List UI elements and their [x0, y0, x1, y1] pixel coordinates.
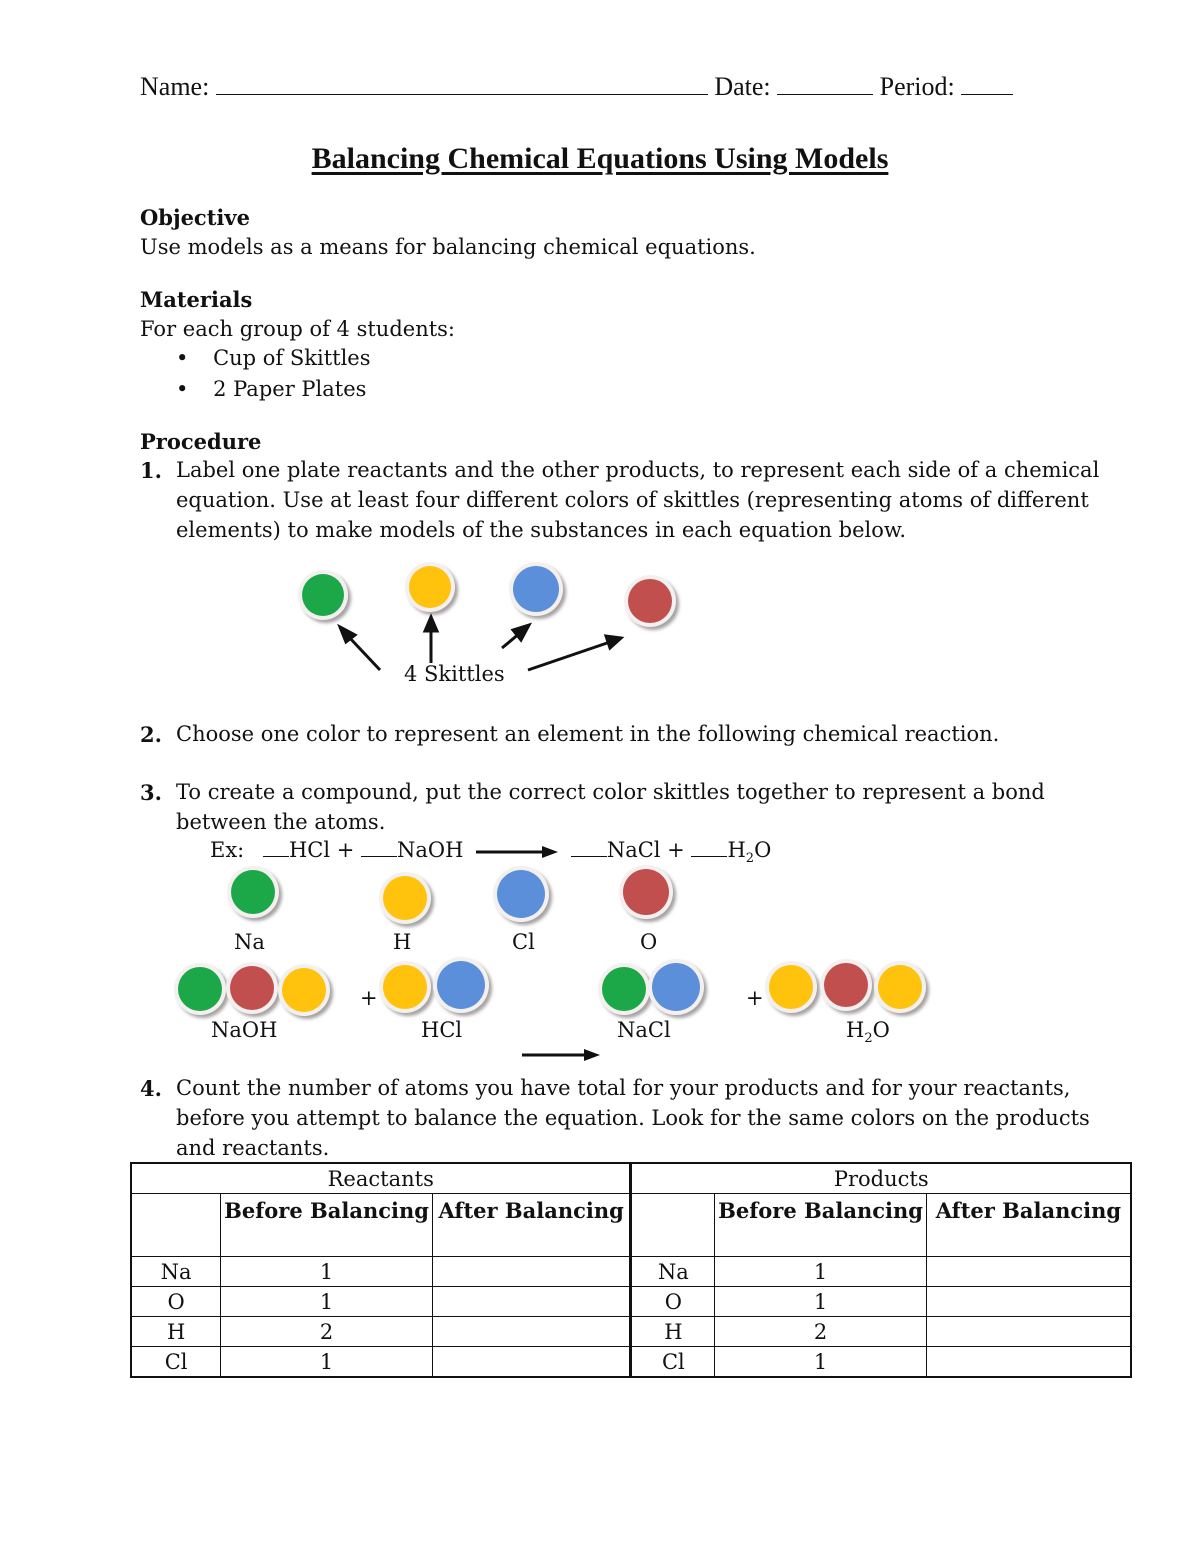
table-subheader-row [131, 1194, 1131, 1257]
arrow-head-icon [606, 636, 621, 648]
reactant-after-cell[interactable] [432, 1287, 631, 1317]
example-h2o-o: O [754, 838, 772, 862]
products-header: Products [631, 1163, 1131, 1194]
materials-heading: Materials [140, 287, 253, 312]
arrow-head-icon [425, 617, 437, 631]
table-cell [631, 1194, 715, 1257]
step2-text: Choose one color to represent an element in the following chemical reaction. [176, 722, 1000, 746]
sodium-skittle [602, 967, 646, 1011]
coefficient-blank[interactable] [263, 840, 289, 857]
step-number: 3. [140, 780, 162, 805]
product-after-cell[interactable] [926, 1347, 1131, 1378]
header-line [140, 72, 1013, 102]
page-title: Balancing Chemical Equations Using Models [311, 142, 889, 175]
chlorine-skittle [497, 870, 545, 918]
objective-heading: Objective [140, 205, 250, 230]
step4-line: Count the number of atoms you have total for your products and for your reactants, [176, 1076, 1071, 1100]
element-label-h: H [393, 930, 412, 954]
green-skittle [302, 574, 344, 616]
chlorine-skittle [437, 961, 485, 1009]
coefficient-blank[interactable] [571, 840, 607, 857]
table-row [131, 1257, 1131, 1287]
before-balancing-header: Before Balancing [715, 1194, 927, 1257]
date-label: Date: [714, 72, 771, 101]
after-balancing-header: After Balancing [432, 1194, 631, 1257]
product-after-cell[interactable] [926, 1257, 1131, 1287]
bullet-icon: • [176, 377, 189, 401]
period-label: Period: [879, 72, 955, 101]
element-cell: H [631, 1317, 715, 1347]
oxygen-skittle [623, 869, 669, 915]
step4-line: and reactants. [176, 1136, 330, 1160]
procedure-heading: Procedure [140, 429, 262, 454]
product-before-cell: 1 [715, 1347, 927, 1378]
table-row [131, 1347, 1131, 1378]
product-after-cell[interactable] [926, 1317, 1131, 1347]
product-after-cell[interactable] [926, 1287, 1131, 1317]
red-skittle [628, 579, 672, 623]
oxygen-skittle [230, 966, 274, 1010]
yellow-skittle [409, 566, 451, 608]
step-number: 2. [140, 722, 162, 747]
reactant-after-cell[interactable] [432, 1257, 631, 1287]
table-header-row [131, 1163, 1131, 1194]
materials-item [176, 377, 366, 401]
bullet-icon: • [176, 346, 189, 370]
step3-line: between the atoms. [176, 810, 386, 834]
hydrogen-skittle [769, 965, 813, 1009]
hydrogen-skittle [878, 965, 922, 1009]
date-field[interactable] [777, 74, 873, 95]
element-skittles [210, 860, 700, 940]
step1-line: Label one plate reactants and the other products, to represent each side of a chemical [176, 458, 1100, 482]
product-before-cell: 1 [715, 1257, 927, 1287]
objective-text: Use models as a means for balancing chemical equations. [140, 235, 756, 259]
arrow-line [528, 642, 610, 670]
name-field[interactable] [216, 74, 708, 95]
before-balancing-header: Before Balancing [221, 1194, 433, 1257]
sodium-skittle [178, 967, 222, 1011]
reactant-before-cell: 1 [221, 1347, 433, 1378]
plus-sign: + [746, 986, 764, 1010]
reaction-arrow-icon [474, 845, 560, 859]
hydrogen-skittle [282, 968, 326, 1012]
reactant-before-cell: 2 [221, 1317, 433, 1347]
atom-count-table [130, 1162, 1132, 1378]
element-cell: O [631, 1287, 715, 1317]
example-h2o: H [727, 838, 746, 862]
arrow-line [347, 635, 380, 670]
step1-line: equation. Use at least four different colors of skittles (representing atoms of different [176, 488, 1089, 512]
step3-line: To create a compound, put the correct color skittles together to represent a bond [176, 780, 1045, 804]
product-before-cell: 2 [715, 1317, 927, 1347]
element-cell: Na [631, 1257, 715, 1287]
example-nacl: NaCl + [606, 838, 685, 862]
materials-item [176, 346, 371, 370]
element-cell: Na [131, 1257, 221, 1287]
coefficient-blank[interactable] [691, 840, 727, 857]
reactant-before-cell: 1 [221, 1287, 433, 1317]
table-cell [131, 1194, 221, 1257]
name-label: Name: [140, 72, 210, 101]
element-label-o: O [640, 930, 658, 954]
subscript: 2 [745, 851, 755, 867]
reaction-arrow-icon [520, 1048, 602, 1062]
step1-line: elements) to make models of the substances in each equation below. [176, 518, 907, 542]
step-number: 4. [140, 1076, 162, 1101]
step-number: 1. [140, 458, 162, 483]
element-cell: Cl [631, 1347, 715, 1378]
element-label-na: Na [234, 930, 265, 954]
chlorine-skittle [652, 963, 700, 1011]
reactants-header: Reactants [131, 1163, 631, 1194]
reactant-after-cell[interactable] [432, 1347, 631, 1378]
example-hcl: HCl + [288, 838, 355, 862]
compound-label-hcl: HCl [421, 1018, 463, 1042]
materials-intro: For each group of 4 students: [140, 317, 456, 341]
example-label: Ex: [210, 838, 245, 862]
after-balancing-header: After Balancing [926, 1194, 1131, 1257]
example-naoh: NaOH [397, 838, 464, 862]
materials-item-label: Cup of Skittles [213, 346, 371, 370]
plus-sign: + [360, 986, 378, 1010]
reactant-after-cell[interactable] [432, 1317, 631, 1347]
element-cell: O [131, 1287, 221, 1317]
element-cell: H [131, 1317, 221, 1347]
compound-label-h2o: $H_2O$ [846, 1018, 890, 1047]
step4-line: before you attempt to balance the equation. Look for the same colors on the products [176, 1106, 1090, 1130]
skittles-label: 4 Skittles [404, 662, 505, 686]
element-cell: Cl [131, 1347, 221, 1378]
compound-label-nacl: NaCl [617, 1018, 671, 1042]
materials-item-label: 2 Paper Plates [213, 377, 367, 401]
reactant-before-cell: 1 [221, 1257, 433, 1287]
coefficient-blank[interactable] [361, 840, 397, 857]
period-field[interactable] [961, 74, 1013, 95]
compound-skittles [165, 952, 945, 1032]
oxygen-skittle [824, 963, 868, 1007]
hydrogen-skittle [383, 965, 427, 1009]
element-label-cl: Cl [512, 930, 535, 954]
blue-skittle [513, 566, 559, 612]
table-row [131, 1317, 1131, 1347]
product-before-cell: 1 [715, 1287, 927, 1317]
table-row [131, 1287, 1131, 1317]
compound-label-naoh: NaOH [211, 1018, 278, 1042]
hydrogen-skittle [383, 876, 427, 920]
sodium-skittle [231, 870, 275, 914]
